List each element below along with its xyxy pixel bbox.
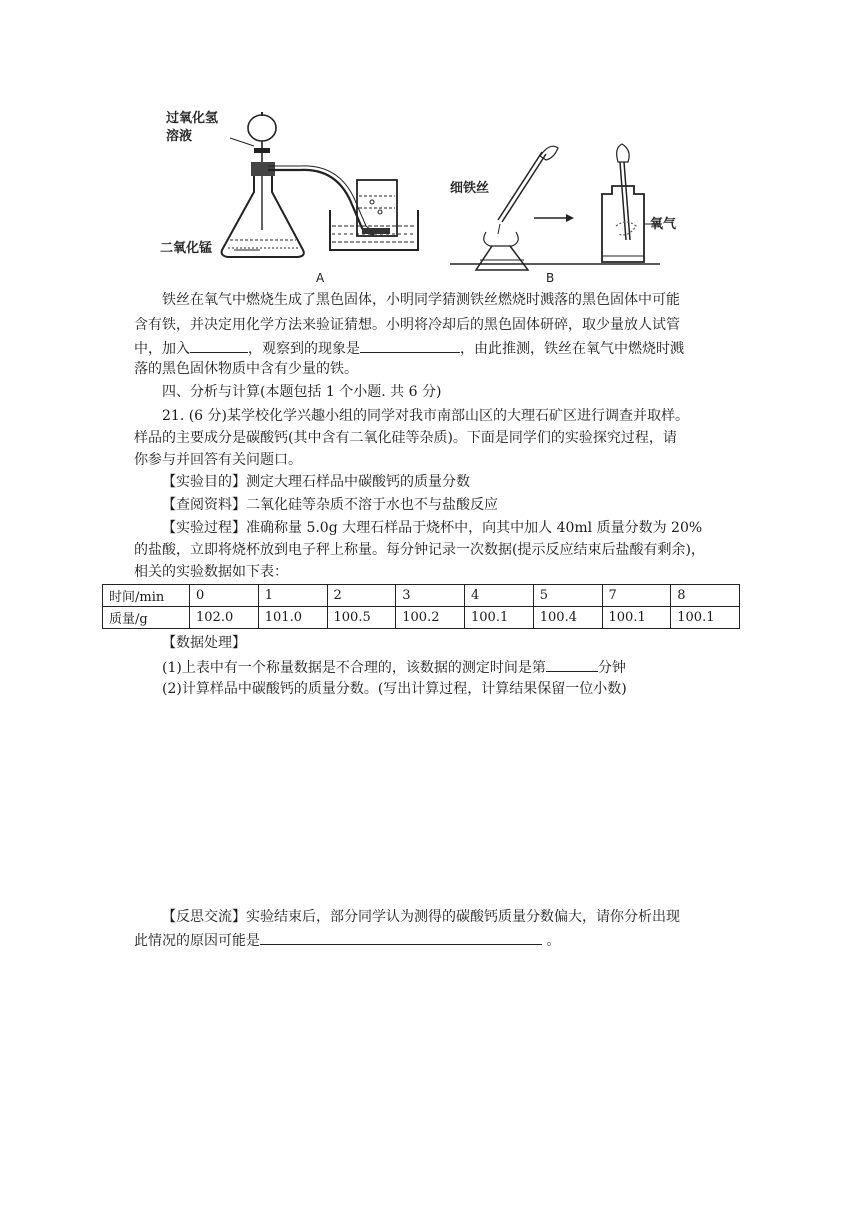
caption-a: A <box>316 271 325 285</box>
question-line <box>162 656 626 678</box>
hand-icon <box>540 146 558 160</box>
label-h2o2: 过氧化氢 <box>166 111 219 126</box>
table-cell: 101.0 <box>258 607 327 629</box>
table-cell: 100.1 <box>671 607 740 629</box>
paragraph-line: 落的黑色固休物质中含有少量的铁。 <box>134 361 358 377</box>
paragraph-line: 铁丝在氧气中燃烧生成了黑色固体，小明同学猜测铁丝燃烧时溅落的黑色固体中可能 <box>162 292 680 308</box>
question-line: 你参与并回答有关问题口。 <box>134 452 302 468</box>
experiment-process: 的盐酸，立即将烧杯放到电子秤上称量。每分钟记录一次数据(提示反应结束后盐酸有剩余)， <box>134 542 705 558</box>
question-line: 样品的主要成分是碳酸钙(其中含有二氧化硅等杂质)。下面是同学们的实验探究过程，请 <box>134 430 677 446</box>
table-cell: 100.5 <box>327 607 396 629</box>
answer-blank-reagent[interactable] <box>190 337 248 353</box>
caption-b: B <box>546 271 555 285</box>
answer-blank-time[interactable] <box>546 656 598 672</box>
experiment-process: 【实验过程】准确称量 5.0g 大理石样品于烧杯中，向其中加人 40ml 质量分数为 20% <box>162 520 703 536</box>
text-segment: 此情况的原因可能是 <box>134 933 260 949</box>
question-line: 21. (6 分)某学校化学兴趣小组的同学对我市南部山区的大理石矿区进行调查并取样。 <box>162 408 689 424</box>
table-cell: 4 <box>465 585 534 607</box>
experiment-purpose: 【实验目的】测定大理石样品中碳酸钙的质量分数 <box>162 474 470 490</box>
table-row <box>103 585 740 607</box>
text-segment: 分钟 <box>597 660 626 676</box>
text-segment: (1)上表中有一个称量数据是不合理的，该数据的测定时间是第 <box>162 660 546 676</box>
table-cell: 100.4 <box>533 607 602 629</box>
conical-flask <box>222 176 304 257</box>
alcohol-lamp <box>476 246 528 270</box>
text-segment: 。 <box>546 933 561 949</box>
table-cell: 100.1 <box>465 607 534 629</box>
table-cell: 0 <box>190 585 259 607</box>
reflection-line <box>134 929 560 951</box>
label-oxygen: 氧气 <box>650 217 677 232</box>
apparatus-figure <box>150 100 677 285</box>
table-cell: 7 <box>602 585 671 607</box>
question-line: (2)计算样品中碳酸钙的质量分数。(写出计算过程，计算结果保留一位小数) <box>162 681 627 697</box>
answer-blank-phenomenon[interactable] <box>360 337 460 353</box>
data-table <box>102 584 740 629</box>
funnel-bulb <box>248 115 276 141</box>
experiment-process: 相关的实验数据如下表： <box>134 564 288 580</box>
label-iron: 细铁丝 <box>450 181 490 196</box>
table-cell: 时间/min <box>103 585 190 607</box>
data-processing-heading: 【数据处理】 <box>162 635 246 651</box>
paragraph-line <box>134 337 684 359</box>
table-row <box>103 607 740 629</box>
text-segment: 中，加入 <box>134 341 190 357</box>
label-mno2: 二氧化锰 <box>160 241 213 256</box>
reference-info: 【查阅资料】二氧化硅等杂质不溶于水也不与盐酸反应 <box>162 497 498 513</box>
paragraph-line: 含有铁，并决定用化学方法来验证猜想。小明将冷却后的黑色固体研碎，取少量放人试管 <box>134 317 680 333</box>
section-heading: 四、分析与计算(本题包括 1 个小题. 共 6 分) <box>162 384 442 400</box>
label-h2o2-2: 溶液 <box>166 129 193 144</box>
table-cell: 5 <box>533 585 602 607</box>
reflection-line: 【反思交流】实验结束后，部分同学认为测得的碳酸钙质量分数偏大，请你分析出现 <box>162 909 680 925</box>
table-cell: 2 <box>327 585 396 607</box>
text-segment: ，观察到的现象是 <box>248 341 360 357</box>
table-cell: 8 <box>671 585 740 607</box>
table-cell: 质量/g <box>103 607 190 629</box>
answer-blank-reason[interactable] <box>260 929 542 945</box>
apparatus-diagram <box>150 100 677 285</box>
text-segment: ，由此推测，铁丝在氧气中燃烧时溅 <box>460 341 684 357</box>
table-cell: 100.2 <box>396 607 465 629</box>
table-cell: 102.0 <box>190 607 259 629</box>
table-cell: 100.1 <box>602 607 671 629</box>
table-cell: 3 <box>396 585 465 607</box>
table-cell: 1 <box>258 585 327 607</box>
